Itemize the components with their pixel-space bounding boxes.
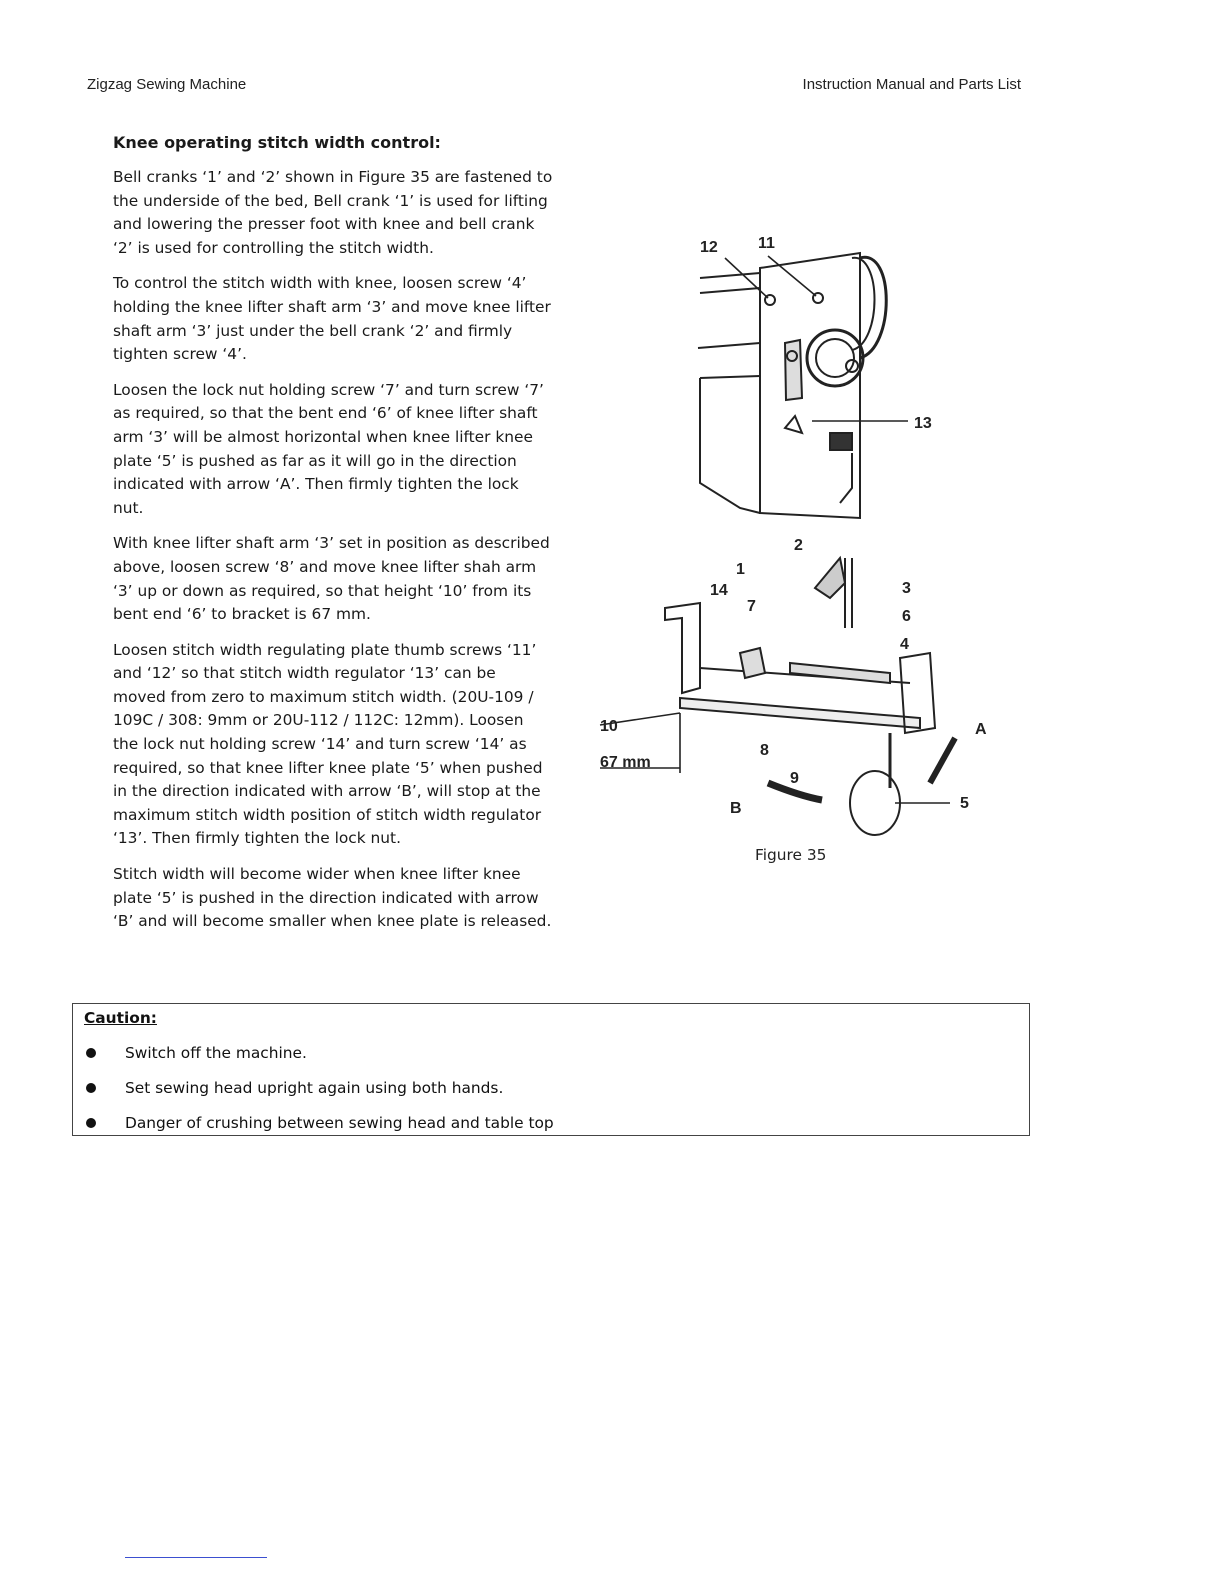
figure-label-A: A [975,721,987,738]
caution-item [83,1112,554,1147]
instruction-text-column [113,131,553,946]
figure-label-6: 6 [902,608,911,625]
paragraph-lock-nut-screw-7: Loosen the lock nut holding screw ‘7’ and turn screw ‘7’ as required, so that the bent end ‘6’ of knee lifter shaft arm ‘3’ will be almost horizontal when knee lifter knee plate ‘5’ is pushed as far as it will go in the direction indicated with arrow ‘A’. Then firmly tighten the lock nut. [113,380,544,517]
figure-caption: Figure 35 [755,846,827,864]
figure-label-14: 14 [710,582,728,599]
knee-lifter-mechanism [600,558,955,835]
figure-label-10: 10 [600,718,618,735]
caution-item [83,1077,554,1112]
section-heading: Knee operating stitch width control: [113,133,441,152]
caution-item-text: Set sewing head upright again using both hands. [125,1079,504,1097]
figure-label-5: 5 [960,795,969,812]
bullet-icon [86,1118,96,1128]
figure-label-8: 8 [760,742,769,759]
figure-label-2: 2 [794,537,803,554]
paragraph-height-67mm: With knee lifter shaft arm ‘3’ set in position as described above, loosen screw ‘8’ and move knee lifter shah arm ‘3’ up or down as required, so that height ‘10’ from its bent end ‘6’ to bracket is 67 mm. [113,534,550,624]
paragraph-thumb-screws: Loosen stitch width regulating plate thumb screws ‘11’ and ‘12’ so that stitch width regulator ‘13’ can be moved from zero to maximum stitch width. (20U-109 / 109C / 308: 9mm or 20U-112 / 112C: 12mm). Loosen the lock nut holding screw ‘14’ and turn screw ‘14’ as required, so that knee lifter knee plate ‘5’ when pushed in the direction indicated with arrow ‘B’, will stop at the maximum stitch width position of stitch width regulator ‘13’. Then firmly tighten the lock nut. [113,640,543,848]
caution-item [83,1042,554,1077]
figure-label-3: 3 [902,580,911,597]
caution-list [83,1042,554,1147]
figure-label-7: 7 [747,598,756,615]
figure-35-illustration [590,228,1000,848]
caution-item-text: Switch off the machine. [125,1044,307,1062]
bullet-icon [86,1083,96,1093]
caution-box [72,1003,1030,1136]
running-header-subtitle: Instruction Manual and Parts List [802,76,1021,93]
figure-label-B: B [730,800,742,817]
paragraph-stitch-width-result: Stitch width will become wider when knee lifter knee plate ‘5’ is pushed in the direction indicated with arrow ‘B’ and will become smaller when knee plate is released. [113,865,552,931]
figure-label-12: 12 [700,239,718,256]
figure-label-67-mm: 67 mm [600,754,651,771]
paragraph-bell-cranks: Bell cranks ‘1’ and ‘2’ shown in Figure 35 are fastened to the underside of the bed, Bell crank ‘1’ is used for lifting and lowering the presser foot with knee and bell crank ‘2’ is used for controlling the stitch width. [113,168,553,257]
paragraph-loosen-screw-4: To control the stitch width with knee, loosen screw ‘4’ holding the knee lifter shaft arm ‘3’ and move knee lifter shaft arm ‘3’ just under the bell crank ‘2’ and firmly tighten screw ‘4’. [113,274,551,364]
caution-title: Caution: [84,1009,157,1027]
figure-label-1: 1 [736,561,745,578]
footnote-separator [125,1557,267,1558]
figure-label-4: 4 [900,636,909,653]
figure-label-9: 9 [790,770,799,787]
figure-label-11: 11 [758,235,775,252]
running-header-title: Zigzag Sewing Machine [87,76,247,93]
bullet-icon [86,1048,96,1058]
figure-label-13: 13 [914,415,932,432]
sewing-head-drawing [698,253,886,518]
caution-item-text: Danger of crushing between sewing head and table top [125,1114,554,1132]
